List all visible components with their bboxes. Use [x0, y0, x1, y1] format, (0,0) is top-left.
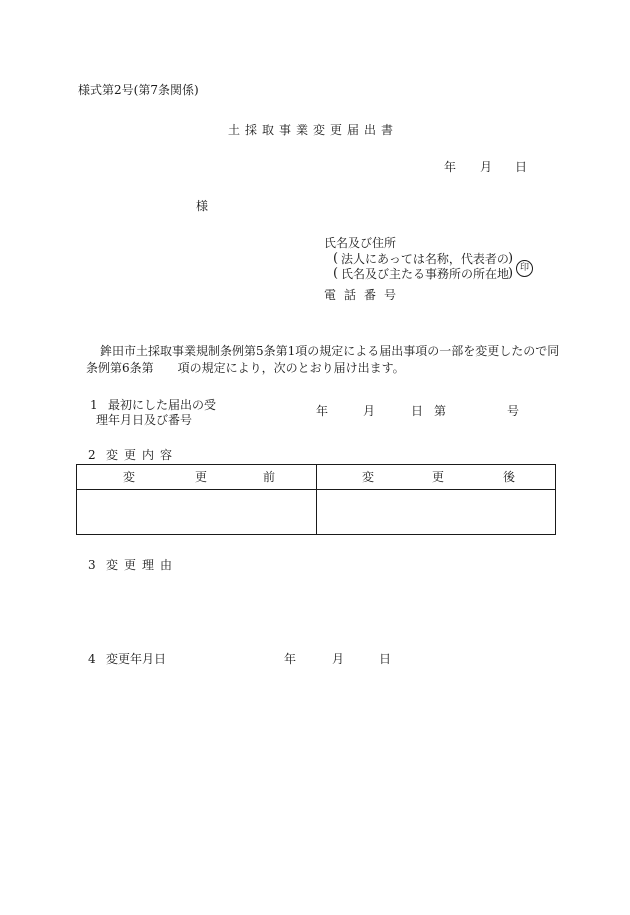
right-brace: ) ) — [508, 251, 514, 281]
section4-year-label: 年 — [284, 652, 297, 666]
body-text-line2: 条例第6条第 項の規定により，次のとおり届け出ます。 — [86, 361, 405, 375]
left-brace: ( ( — [333, 251, 339, 281]
page-title: 土採取事業変更届出書 — [228, 123, 399, 137]
body-text-line1: 鉾田市土採取事業規制条例第5条第1項の規定による届出事項の一部を変更したので同 — [100, 344, 560, 358]
before-cell[interactable] — [77, 491, 315, 534]
section3-title: 変更理由 — [106, 558, 179, 572]
change-details-table — [76, 464, 556, 535]
after-cell[interactable] — [317, 491, 555, 534]
date-day-label: 日 — [515, 160, 528, 174]
section4-title: 変更年月日 — [106, 652, 167, 666]
header-after-char2: 更 — [432, 470, 445, 484]
section1-day-label: 日 — [411, 404, 424, 418]
addressee-suffix: 様 — [196, 199, 209, 213]
date-month-label: 月 — [480, 160, 493, 174]
header-after-char1: 変 — [362, 470, 375, 484]
section2-title: 変更内容 — [106, 448, 179, 462]
corporate-note-line2: 氏名及び主たる事務所の所在地 — [341, 267, 510, 281]
name-address-label: 氏名及び住所 — [324, 236, 397, 250]
section1-label-line2: 理年月日及び番号 — [96, 413, 193, 427]
section1-year-label: 年 — [316, 404, 329, 418]
corporate-note-line1: 法人にあっては名称，代表者の — [341, 252, 509, 266]
header-before-char1: 変 — [123, 470, 136, 484]
section1-number: 1 — [90, 398, 98, 412]
header-before-char2: 更 — [195, 470, 208, 484]
section1-month-label: 月 — [363, 404, 376, 418]
section1-label-line1: 最初にした届出の受 — [108, 398, 217, 412]
header-before-char3: 前 — [263, 470, 276, 484]
section1-dai-label: 第 — [434, 404, 447, 418]
header-after-char3: 後 — [503, 470, 516, 484]
date-year-label: 年 — [444, 160, 457, 174]
section1-go-label: 号 — [507, 404, 520, 418]
section3-number: 3 — [88, 558, 96, 572]
phone-label: 電話番号 — [324, 288, 405, 302]
section2-number: 2 — [88, 448, 96, 462]
section4-month-label: 月 — [332, 652, 345, 666]
section4-number: 4 — [88, 652, 96, 666]
form-number-label: 様式第2号(第7条関係) — [78, 83, 199, 97]
section4-day-label: 日 — [379, 652, 392, 666]
seal-mark: 印 — [516, 260, 533, 277]
